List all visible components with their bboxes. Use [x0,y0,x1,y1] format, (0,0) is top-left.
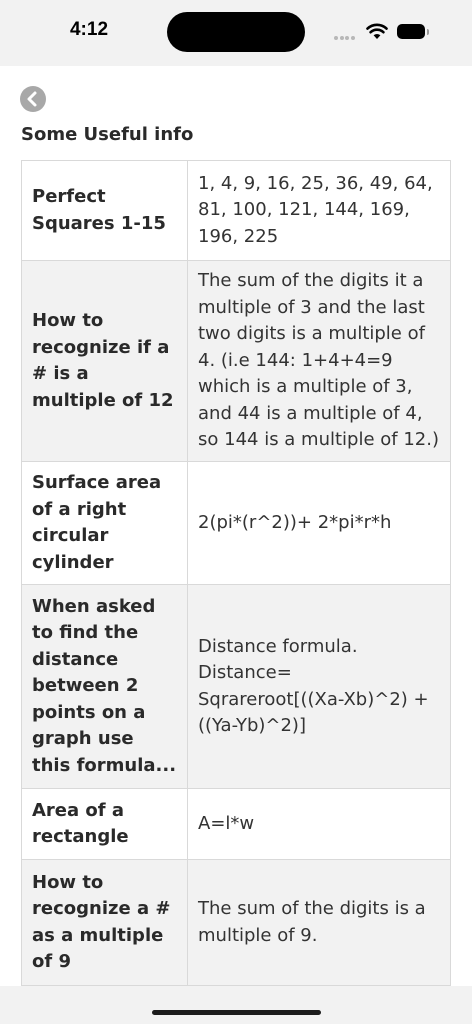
home-indicator[interactable] [152,1010,321,1015]
wifi-icon [366,22,388,40]
row-label: Surface area of a right circular cylinder [22,462,188,585]
bottom-bar [0,986,472,1024]
row-value: A=l*w [188,789,451,860]
row-value: 2(pi*(r^2))+ 2*pi*r*h [188,462,451,585]
dynamic-island [167,12,305,52]
table-row [22,462,451,585]
info-table [21,160,451,986]
row-label: Perfect Squares 1-15 [22,161,188,261]
row-value: Distance formula. Distance= Sqrareroot[((Xa-Xb)^2) + ((Ya-Yb)^2)] [188,585,451,789]
status-bar [0,0,472,66]
row-value: The sum of the digits it a multiple of 3 and the last two digits is a multiple of 4. (i.e 144: 1+4+4=9 which is a multiple of 3, and 44 is a multiple of 4, so 144 is a multiple of 12.) [188,261,451,462]
row-label: When asked to find the distance between 2 points on a graph use this formula... [22,585,188,789]
row-label: Area of a rectangle [22,789,188,860]
cellular-dots-icon [334,36,356,55]
battery-icon [397,24,431,40]
page-title: Some Useful info [21,124,194,145]
row-label: How to recognize a # as a multiple of 9 [22,860,188,986]
back-button[interactable] [20,86,46,112]
table-row [22,261,451,462]
status-time: 4:12 [69,19,109,40]
row-value: 1, 4, 9, 16, 25, 36, 49, 64, 81, 100, 121, 144, 169, 196, 225 [188,161,451,261]
table-row [22,860,451,986]
chevron-left-circle-icon [20,86,46,112]
table-row [22,161,451,261]
table-row [22,585,451,789]
row-label: How to recognize if a # is a multiple of 12 [22,261,188,462]
table-row [22,789,451,860]
row-value: The sum of the digits is a multiple of 9. [188,860,451,986]
